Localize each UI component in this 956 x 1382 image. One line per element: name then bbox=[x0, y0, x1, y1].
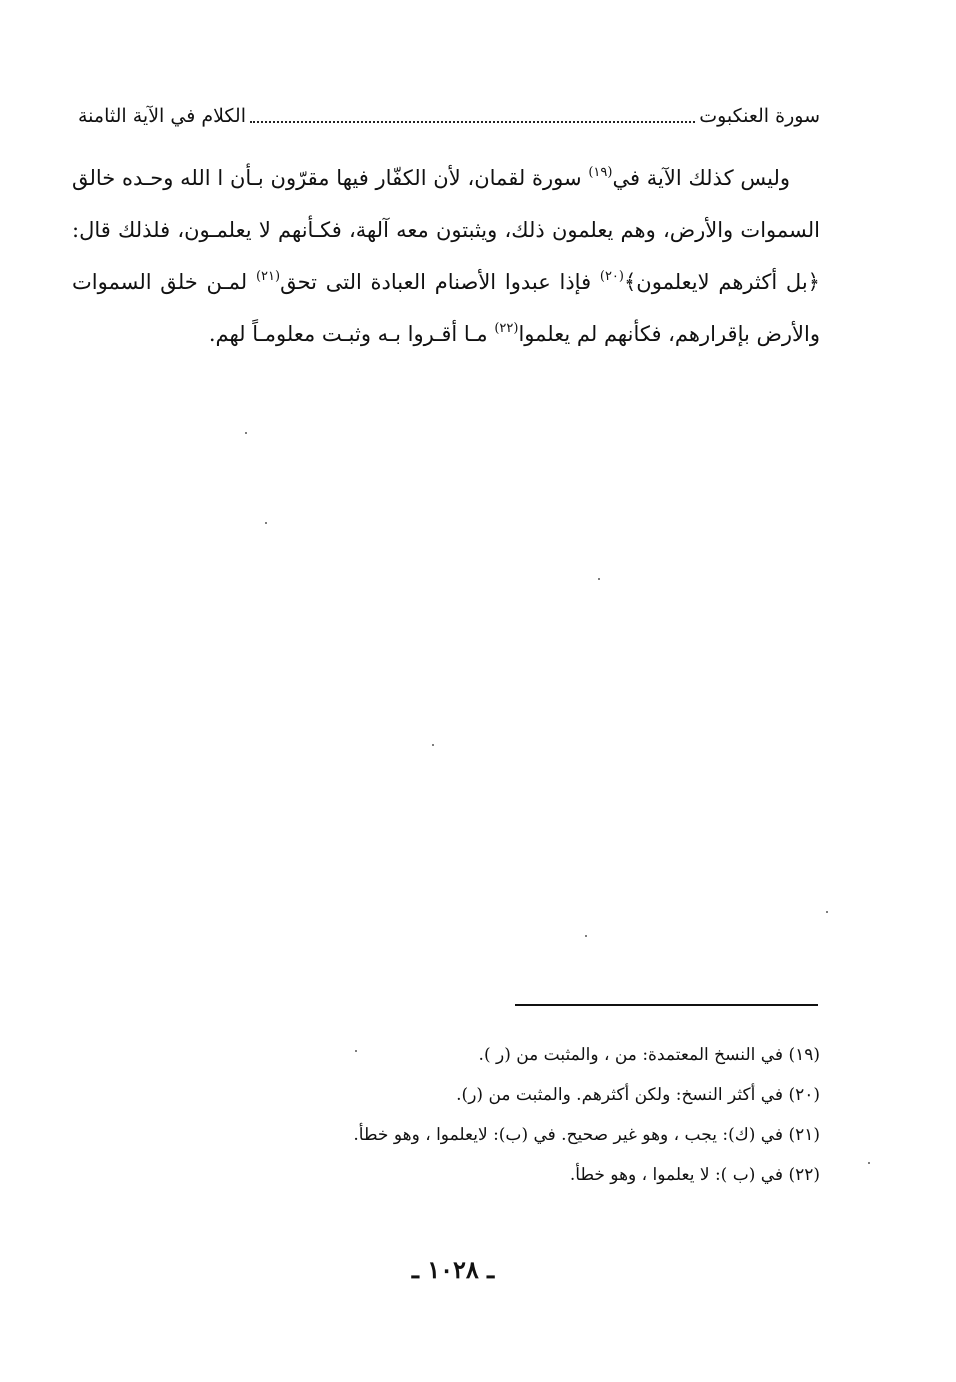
body-segment: وليس كذلك الآية في bbox=[612, 166, 790, 190]
footnotes bbox=[120, 1035, 820, 1195]
footnote-ref-22: (٢٢) bbox=[494, 321, 519, 336]
footnote-20: (٢٠) في أكثر النسخ: ولكن أكثرهم. والمثبت من (ر). bbox=[456, 1085, 820, 1105]
footnote-ref-19: (١٩) bbox=[588, 165, 613, 180]
scan-speck bbox=[432, 744, 434, 746]
scan-speck bbox=[245, 432, 247, 434]
header-surah: سورة العنكبوت bbox=[699, 105, 820, 127]
main-paragraph bbox=[72, 152, 820, 360]
scan-speck bbox=[585, 935, 587, 937]
body-segment: مـا أقـروا بـه وثبـت معلومـاً لهم. bbox=[208, 322, 495, 346]
footnote-ref-21: (٢١) bbox=[255, 269, 281, 284]
footnote-22: (٢٢) في (ب ): لا يعلموا ، وهو خطأ. bbox=[569, 1165, 820, 1185]
body-segment: لمـن خلق السموات والأرض بإقرارهم، فكأنهم لم يعلموا bbox=[72, 270, 820, 346]
scan-speck bbox=[868, 1162, 870, 1164]
header-section: الكلام في الآية الثامنة bbox=[78, 105, 246, 127]
scan-speck bbox=[826, 911, 828, 913]
body-segment: فإذا عبدوا الأصنام العبادة التى تحق bbox=[280, 270, 600, 294]
footnote-ref-20: (٢٠) bbox=[599, 269, 624, 284]
footnote-separator bbox=[515, 1004, 818, 1006]
running-header bbox=[78, 100, 820, 130]
page-number: ـ ١٠٢٨ ـ bbox=[411, 1255, 495, 1284]
footnote-19: (١٩) في النسخ المعتمدة: من ، والمثبت من (ر ). bbox=[478, 1045, 820, 1065]
scan-speck bbox=[598, 578, 600, 580]
body-segment: سورة لقمان، لأن الكفّار فيها مقرّون بـأن ا الله وحـده خالق السموات والأرض، وهم يعلمون ذلك، ويثبتون معه آلهة، فكـأنهم لا يعلمـون، فلذلك قال: ﴿بل أكثرهم لايعلمون﴾ bbox=[72, 166, 820, 294]
header-leader-dots bbox=[250, 121, 695, 123]
paragraph bbox=[72, 152, 820, 360]
footnote-21: (٢١) في (ك): يجب ، وهو غير صحيح. في (ب): لايعلموا ، وهو خطأ. bbox=[353, 1125, 820, 1145]
scan-speck bbox=[265, 522, 267, 524]
